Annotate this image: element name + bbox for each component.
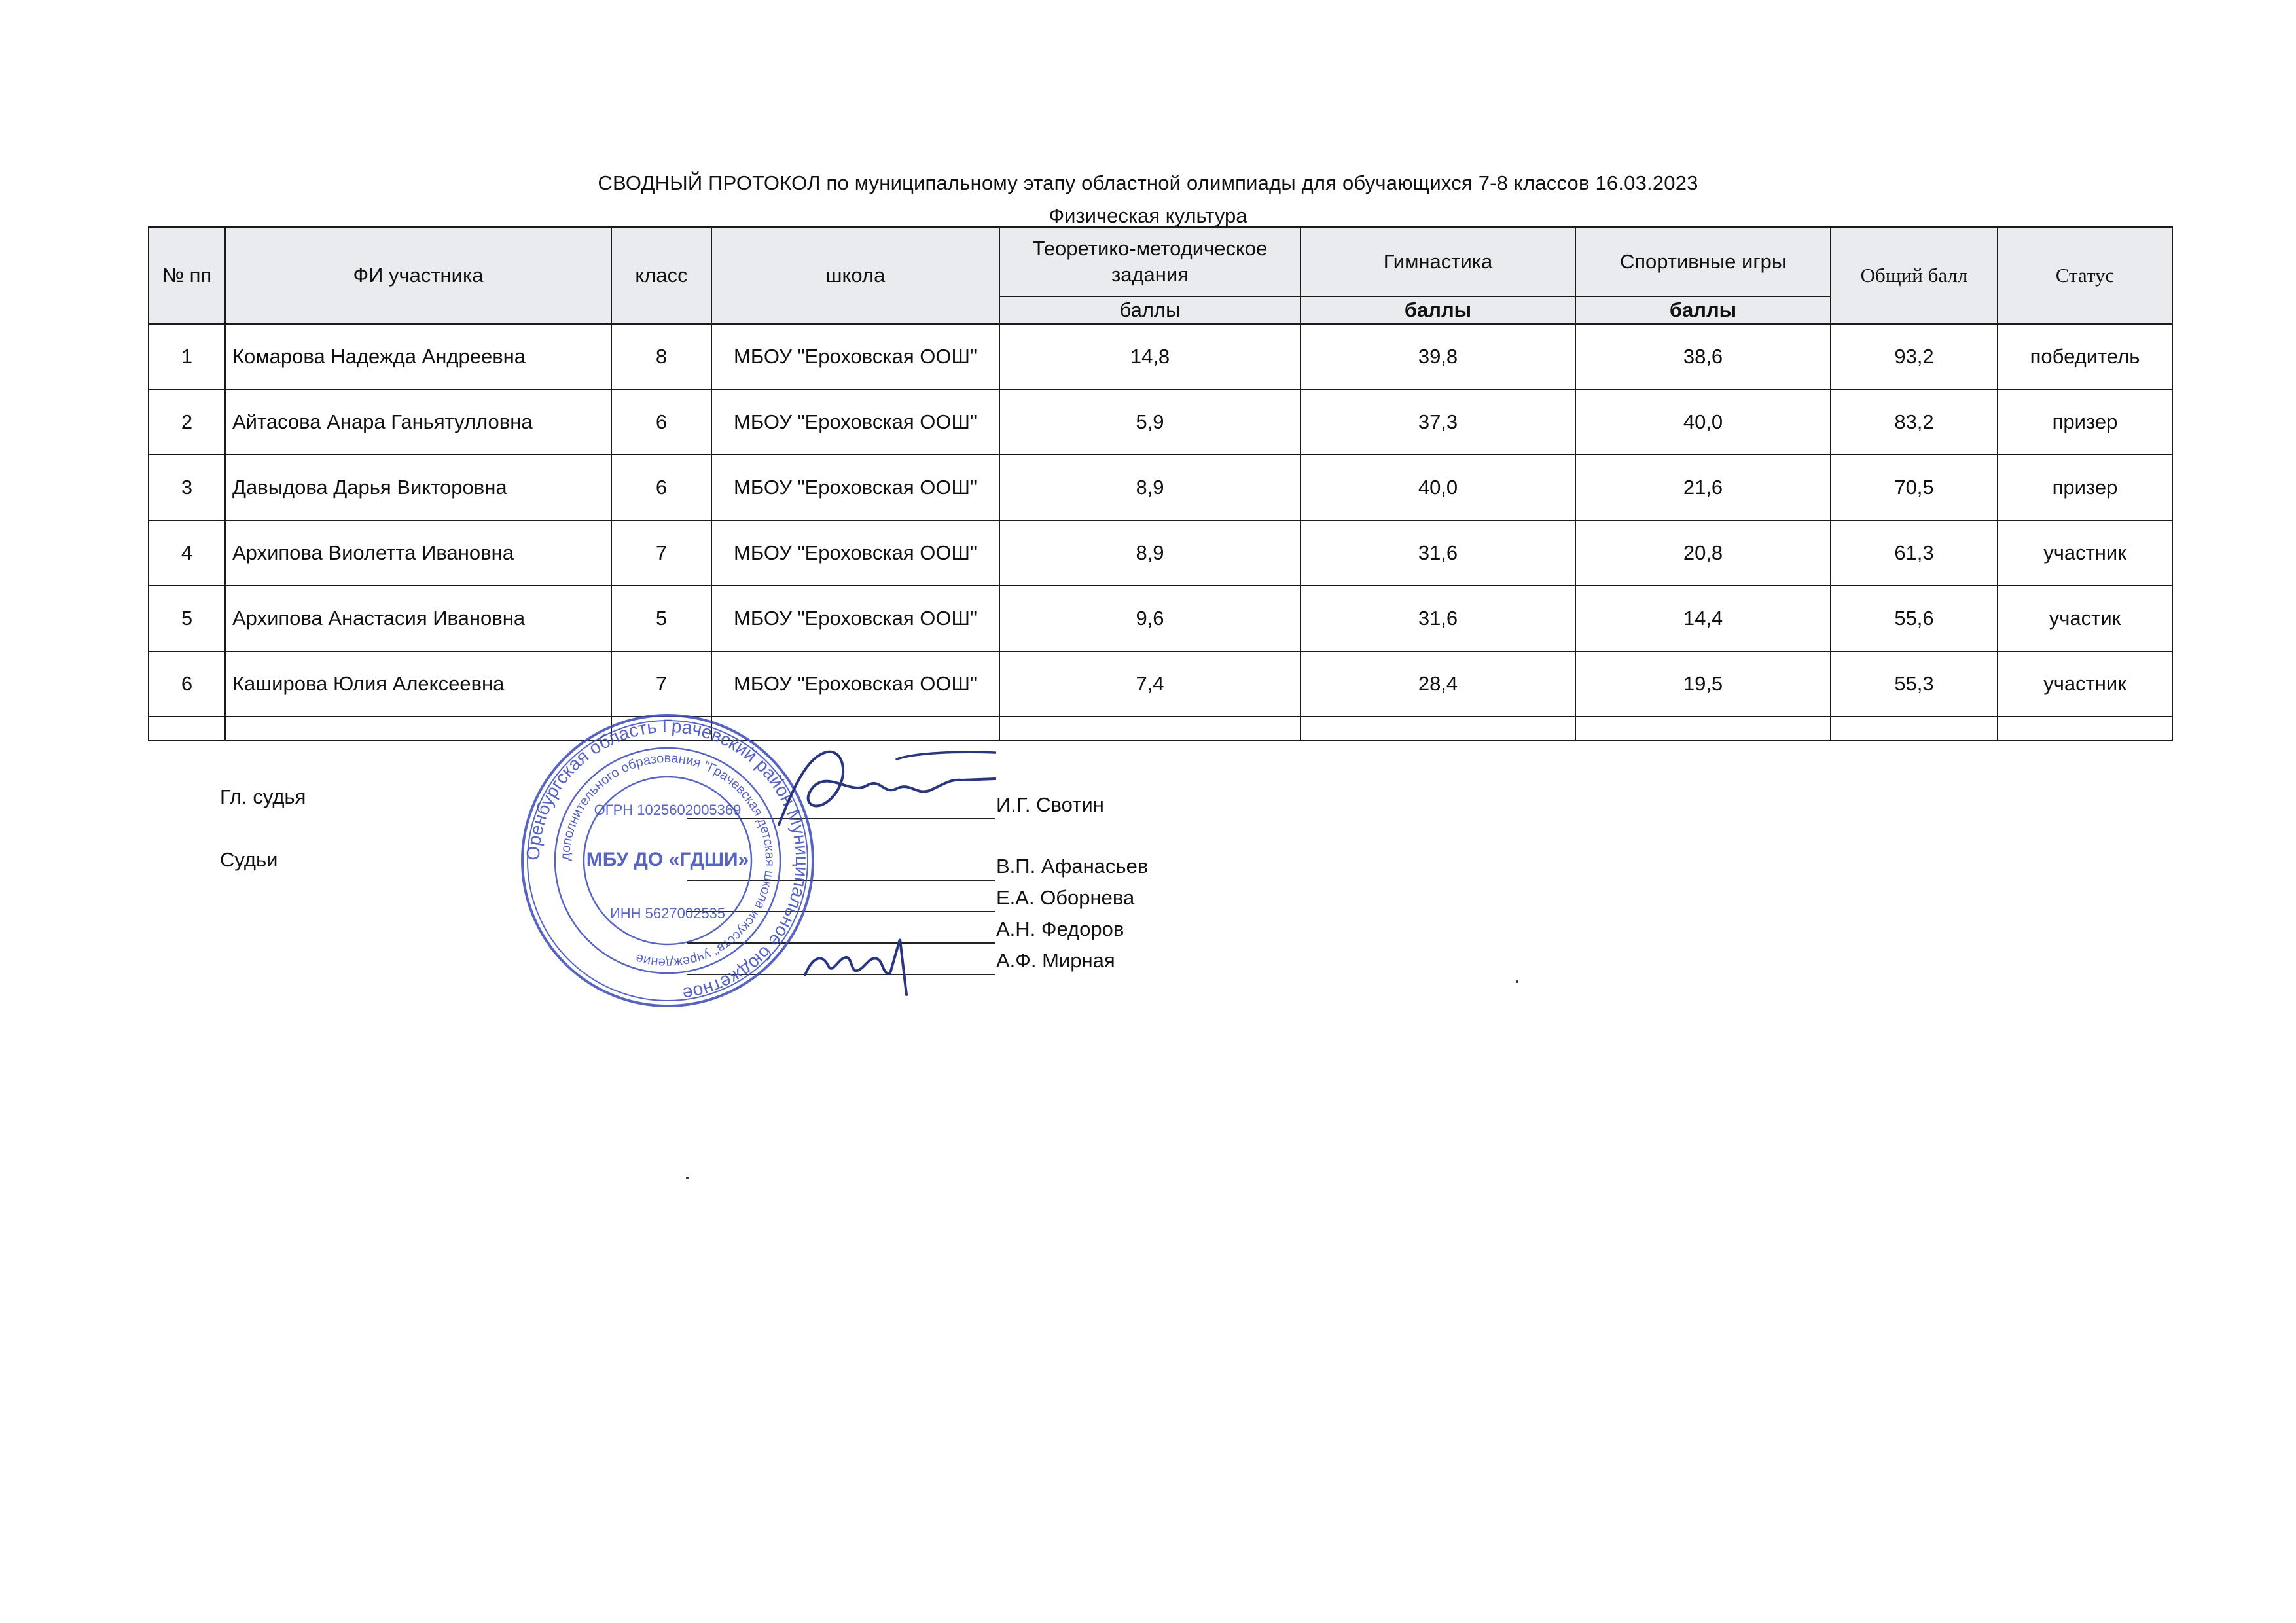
- cell-grade: 7: [611, 651, 711, 717]
- cell-num: 5: [149, 586, 225, 651]
- cell-games: 21,6: [1575, 455, 1831, 520]
- judge-signature: [792, 913, 949, 1005]
- cell-total: 55,6: [1831, 586, 1998, 651]
- col-header-gym: Гимнастика: [1300, 227, 1575, 296]
- cell-empty: [149, 717, 225, 740]
- table-row-empty: [149, 717, 2172, 740]
- cell-total: 61,3: [1831, 520, 1998, 586]
- stamp-outer-text: Оренбургская область Грачевский район Муниципальное бюджетное: [522, 715, 813, 1005]
- cell-status: участик: [1998, 586, 2172, 651]
- cell-theory: 8,9: [999, 520, 1300, 586]
- scan-speck: [1516, 980, 1518, 983]
- table-row: [149, 586, 2172, 651]
- cell-status: участник: [1998, 520, 2172, 586]
- col-header-total: Общий балл: [1831, 227, 1998, 324]
- col-header-num: № пп: [149, 227, 225, 324]
- subheader-games: баллы: [1575, 296, 1831, 324]
- cell-grade: 6: [611, 455, 711, 520]
- cell-gym: 28,4: [1300, 651, 1575, 717]
- cell-grade: 7: [611, 520, 711, 586]
- chief-judge-signature: [753, 733, 1001, 844]
- cell-grade: 5: [611, 586, 711, 651]
- cell-theory: 7,4: [999, 651, 1300, 717]
- cell-games: 40,0: [1575, 389, 1831, 455]
- cell-theory: 14,8: [999, 324, 1300, 389]
- cell-num: 1: [149, 324, 225, 389]
- judge-name-4: А.Ф. Мирная: [996, 949, 1115, 972]
- stamp-inn: ИНН 5627002535: [609, 905, 726, 921]
- subheader-gym: баллы: [1300, 296, 1575, 324]
- col-header-name: ФИ участника: [225, 227, 611, 324]
- cell-status: победитель: [1998, 324, 2172, 389]
- cell-grade: 6: [611, 389, 711, 455]
- table-row: [149, 324, 2172, 389]
- scan-speck: [686, 1177, 689, 1179]
- cell-games: 20,8: [1575, 520, 1831, 586]
- cell-total: 93,2: [1831, 324, 1998, 389]
- cell-num: 2: [149, 389, 225, 455]
- col-header-school: школа: [711, 227, 999, 324]
- cell-theory: 9,6: [999, 586, 1300, 651]
- cell-name: Архипова Виолетта Ивановна: [225, 520, 611, 586]
- table-row: [149, 520, 2172, 586]
- cell-name: Комарова Надежда Андреевна: [225, 324, 611, 389]
- cell-gym: 31,6: [1300, 520, 1575, 586]
- table-row: [149, 389, 2172, 455]
- subheader-theory: баллы: [999, 296, 1300, 324]
- col-header-games: Спортивные игры: [1575, 227, 1831, 296]
- page-title: СВОДНЫЙ ПРОТОКОЛ по муниципальному этапу областной олимпиады для обучающихся 7-8 классов 16.03.2023: [598, 171, 1698, 194]
- cell-total: 70,5: [1831, 455, 1998, 520]
- cell-games: 14,4: [1575, 586, 1831, 651]
- cell-status: призер: [1998, 389, 2172, 455]
- table-header-row: [149, 227, 2172, 296]
- cell-school: МБОУ "Ероховская ООШ": [711, 651, 999, 717]
- stamp-center: МБУ ДО «ГДШИ»: [586, 849, 749, 870]
- cell-empty: [1300, 717, 1575, 740]
- cell-total: 55,3: [1831, 651, 1998, 717]
- judge-name-3: А.Н. Федоров: [996, 918, 1124, 940]
- cell-gym: 40,0: [1300, 455, 1575, 520]
- judge-name-1: В.П. Афанасьев: [996, 855, 1149, 878]
- cell-empty: [999, 717, 1300, 740]
- judge-name-2: Е.А. Оборнева: [996, 886, 1135, 909]
- results-table: [148, 226, 2173, 741]
- cell-num: 4: [149, 520, 225, 586]
- cell-num: 3: [149, 455, 225, 520]
- cell-school: МБОУ "Ероховская ООШ": [711, 586, 999, 651]
- cell-total: 83,2: [1831, 389, 1998, 455]
- cell-school: МБОУ "Ероховская ООШ": [711, 520, 999, 586]
- cell-gym: 31,6: [1300, 586, 1575, 651]
- col-header-theory: Теоретико-методическое задания: [999, 227, 1300, 296]
- table-row: [149, 651, 2172, 717]
- judges-label: Судьи: [220, 848, 278, 871]
- cell-name: Давыдова Дарья Викторовна: [225, 455, 611, 520]
- cell-school: МБОУ "Ероховская ООШ": [711, 389, 999, 455]
- cell-empty: [1575, 717, 1831, 740]
- cell-status: участник: [1998, 651, 2172, 717]
- chief-judge-label: Гл. судья: [220, 785, 306, 808]
- cell-school: МБОУ "Ероховская ООШ": [711, 455, 999, 520]
- cell-theory: 8,9: [999, 455, 1300, 520]
- col-header-grade: класс: [611, 227, 711, 324]
- cell-grade: 8: [611, 324, 711, 389]
- cell-status: призер: [1998, 455, 2172, 520]
- cell-name: Айтасова Анара Ганьятулловна: [225, 389, 611, 455]
- stamp-ogrn: ОГРН 1025602005369: [594, 802, 742, 818]
- cell-name: Каширова Юлия Алексеевна: [225, 651, 611, 717]
- cell-games: 38,6: [1575, 324, 1831, 389]
- subject-title: Физическая культура: [1049, 204, 1247, 227]
- cell-games: 19,5: [1575, 651, 1831, 717]
- chief-judge-name: И.Г. Свотин: [996, 793, 1104, 816]
- cell-gym: 39,8: [1300, 324, 1575, 389]
- cell-empty: [1831, 717, 1998, 740]
- cell-theory: 5,9: [999, 389, 1300, 455]
- stamp-inner-text: дополнительного образования "Грачевская детская школа искусств" учреждение: [558, 751, 778, 971]
- col-header-status: Статус: [1998, 227, 2172, 324]
- cell-num: 6: [149, 651, 225, 717]
- table-row: [149, 455, 2172, 520]
- cell-gym: 37,3: [1300, 389, 1575, 455]
- cell-school: МБОУ "Ероховская ООШ": [711, 324, 999, 389]
- cell-name: Архипова Анастасия Ивановна: [225, 586, 611, 651]
- cell-empty: [1998, 717, 2172, 740]
